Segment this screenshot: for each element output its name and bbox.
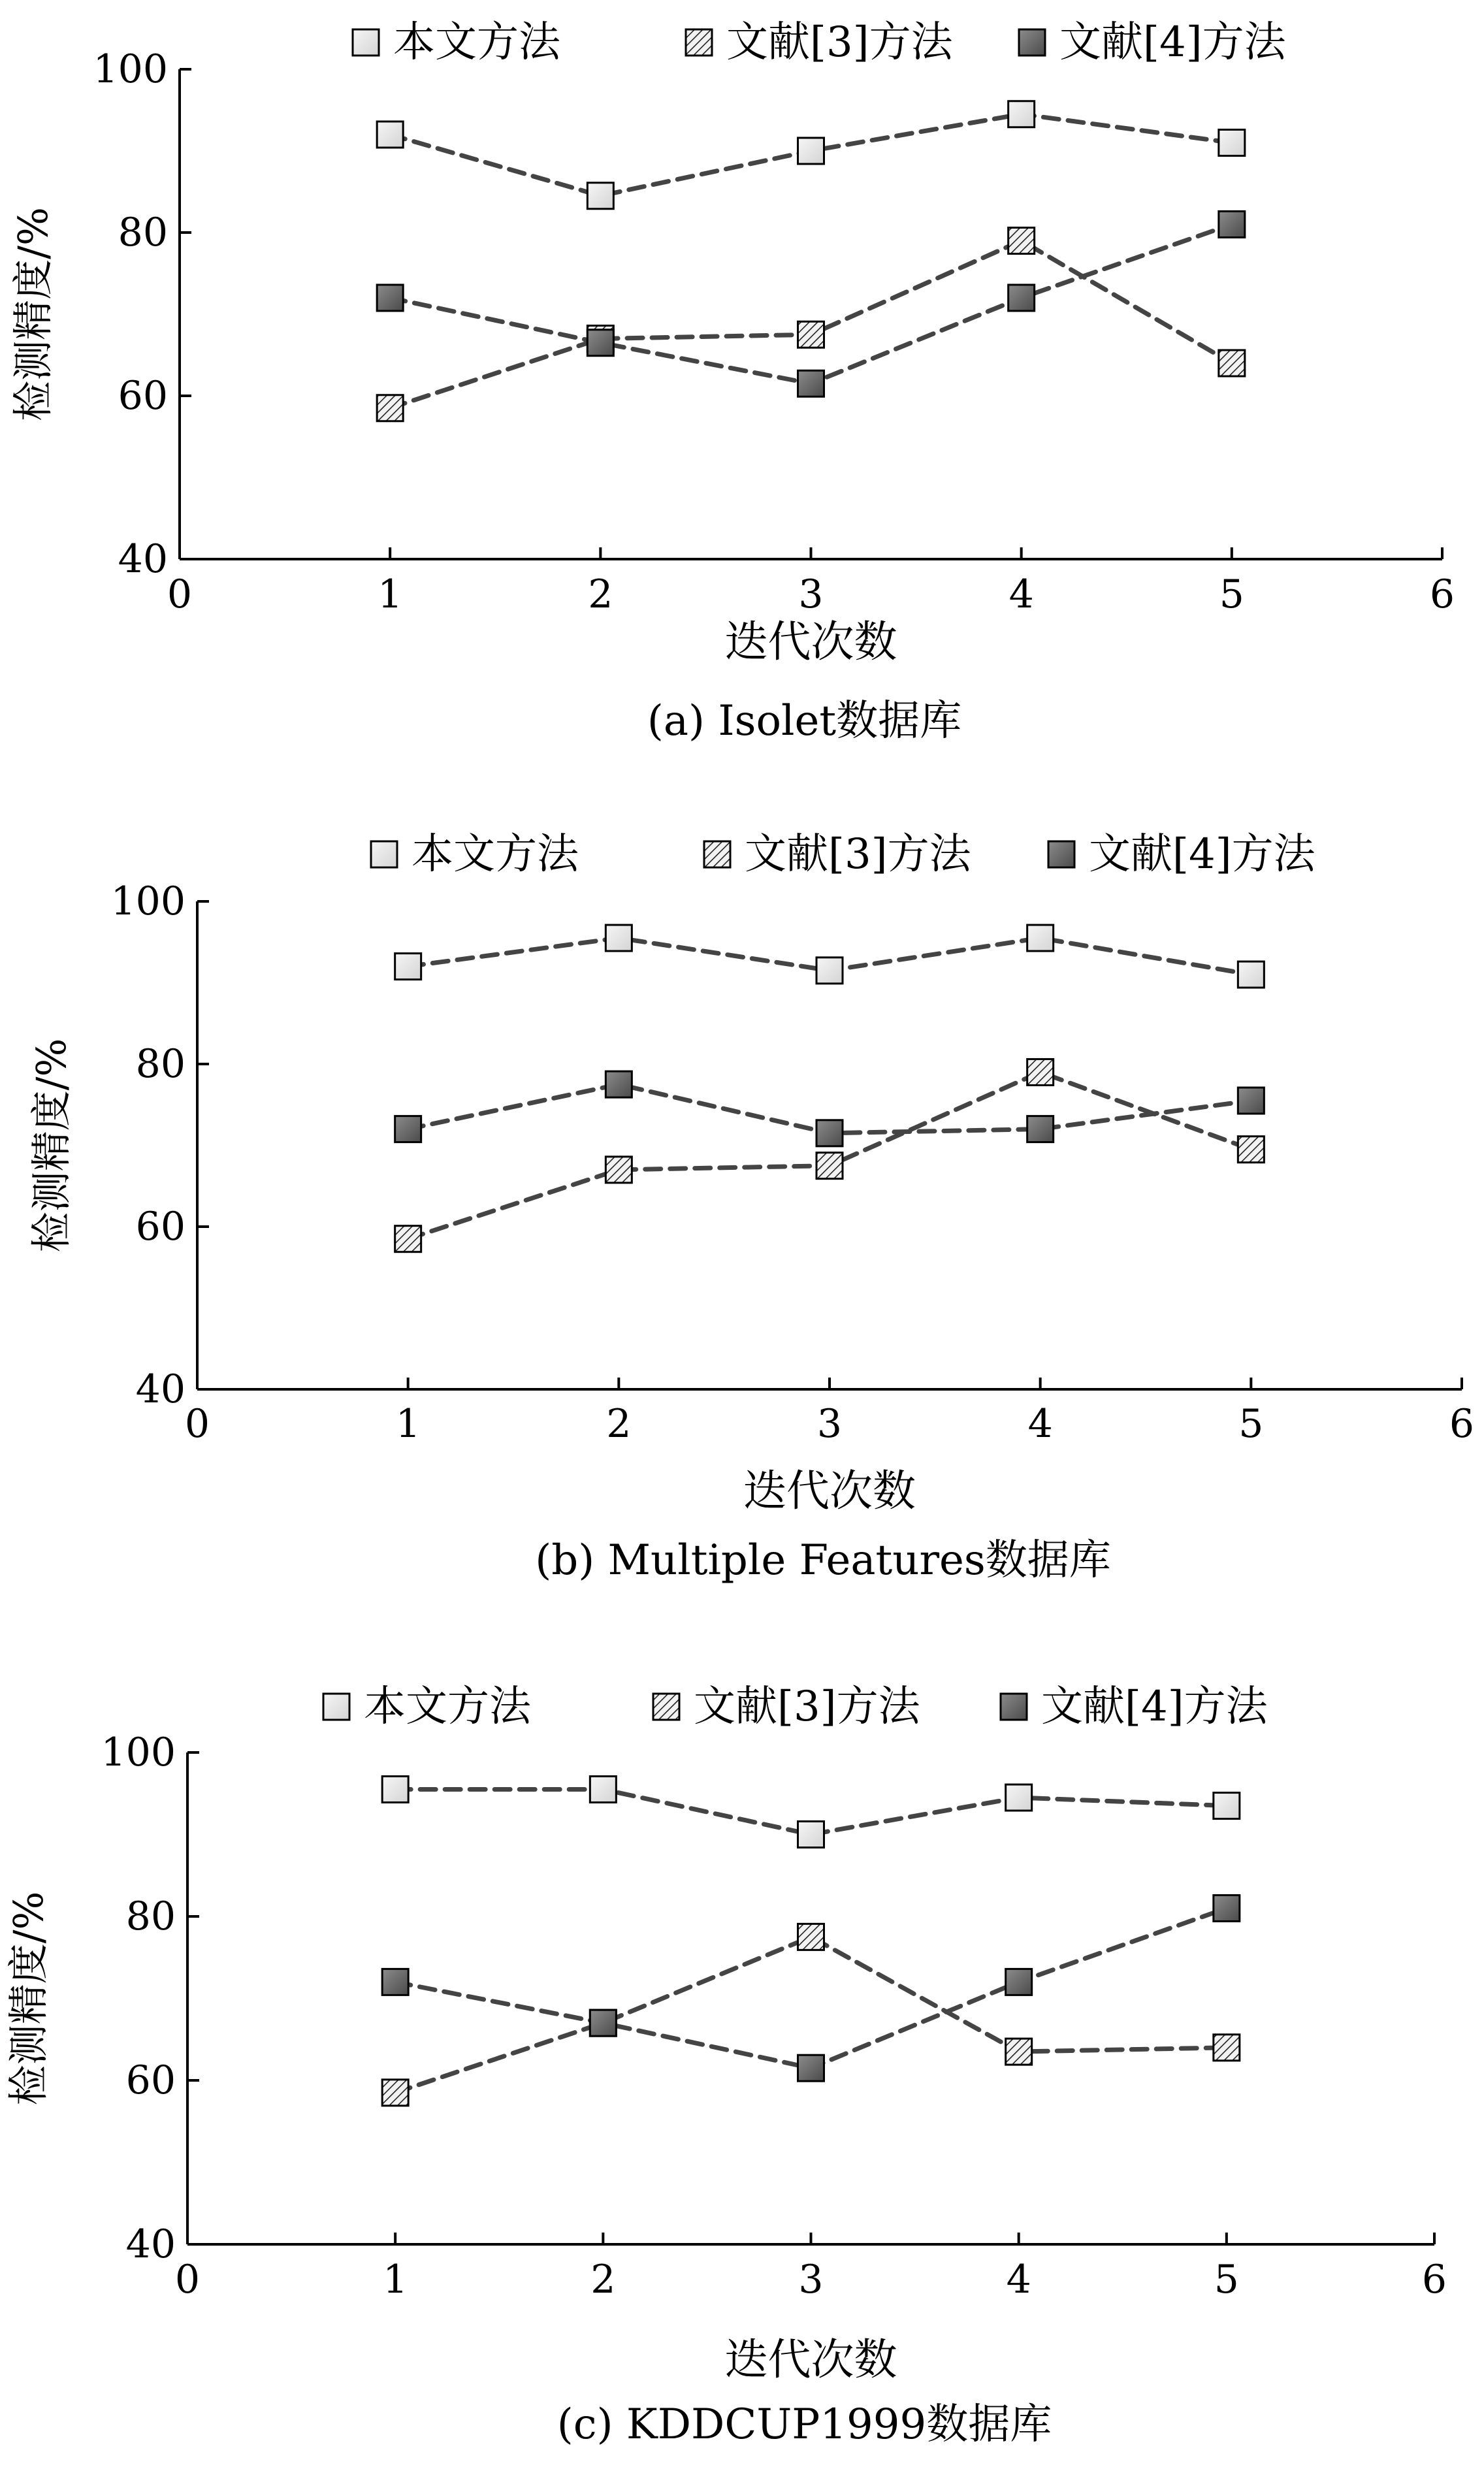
x-tick-label: 4 xyxy=(1008,572,1034,617)
series-line-dark xyxy=(390,225,1232,384)
data-point-hatched xyxy=(798,321,824,347)
x-tick-label: 1 xyxy=(383,2257,408,2302)
y-axis-label: 检测精度/% xyxy=(5,1891,52,2106)
data-point-hatched xyxy=(1214,2035,1240,2061)
data-point-light xyxy=(1238,961,1264,988)
chart-panel-3 xyxy=(5,1683,1447,2449)
legend-label: 本文方法 xyxy=(393,18,560,67)
data-point-hatched xyxy=(395,1226,421,1252)
data-point-dark xyxy=(587,330,613,356)
panel-caption: (b) Multiple Features数据库 xyxy=(535,1536,1111,1585)
data-point-light xyxy=(798,138,824,164)
y-tick-label: 40 xyxy=(135,1366,186,1412)
data-point-hatched xyxy=(1006,2039,1032,2065)
x-tick-label: 0 xyxy=(184,1401,210,1447)
data-point-hatched xyxy=(605,1157,632,1183)
y-tick-label: 80 xyxy=(118,210,168,255)
data-point-hatched xyxy=(377,395,403,421)
data-point-dark xyxy=(1027,1116,1054,1142)
data-point-light xyxy=(816,958,843,984)
data-point-dark xyxy=(1006,1969,1032,1995)
legend xyxy=(371,830,1316,879)
x-tick-label: 5 xyxy=(1219,572,1244,617)
data-point-light xyxy=(798,1822,824,1848)
data-point-light xyxy=(587,183,613,209)
y-tick-label: 100 xyxy=(110,879,186,924)
x-axis-label: 迭代次数 xyxy=(743,1466,916,1516)
data-point-hatched xyxy=(1219,350,1245,376)
data-point-light xyxy=(590,1776,616,1802)
x-tick-label: 4 xyxy=(1006,2257,1031,2302)
data-point-light xyxy=(395,954,421,980)
data-point-light xyxy=(1008,101,1035,127)
data-point-light xyxy=(1214,1793,1240,1819)
data-point-hatched xyxy=(816,1153,843,1179)
x-tick-label: 2 xyxy=(590,2257,616,2302)
data-point-dark xyxy=(377,285,403,311)
data-point-dark xyxy=(395,1116,421,1142)
y-tick-label: 60 xyxy=(118,373,168,419)
legend-marker-hatched xyxy=(704,841,730,867)
legend-marker-light xyxy=(371,841,397,867)
x-tick-label: 2 xyxy=(606,1401,632,1447)
x-axis-label: 迭代次数 xyxy=(724,617,897,667)
legend-label: 文献[4]方法 xyxy=(1089,830,1315,879)
data-point-hatched xyxy=(1027,1059,1054,1085)
data-point-dark xyxy=(382,1969,408,1995)
x-tick-label: 1 xyxy=(378,572,403,617)
x-tick-label: 4 xyxy=(1027,1401,1053,1447)
data-point-hatched xyxy=(382,2080,408,2106)
legend xyxy=(323,1683,1268,1731)
x-tick-label: 3 xyxy=(816,1401,843,1447)
y-tick-label: 80 xyxy=(135,1041,186,1087)
y-axis-label: 检测精度/% xyxy=(9,207,57,421)
data-point-dark xyxy=(1008,285,1035,311)
legend-marker-light xyxy=(353,29,379,56)
x-tick-label: 6 xyxy=(1449,1401,1475,1447)
x-tick-label: 6 xyxy=(1421,2257,1447,2302)
legend-marker-dark xyxy=(1001,1694,1027,1720)
data-point-hatched xyxy=(798,1924,824,1950)
data-point-dark xyxy=(1219,212,1245,238)
data-point-hatched xyxy=(1238,1137,1264,1163)
x-axis-label: 迭代次数 xyxy=(724,2334,897,2385)
y-tick-label: 60 xyxy=(135,1204,186,1250)
x-tick-label: 0 xyxy=(174,2257,201,2302)
x-tick-label: 0 xyxy=(167,572,193,617)
panel-caption: (a) Isolet数据库 xyxy=(647,697,962,745)
panel-caption: (c) KDDCUP1999数据库 xyxy=(556,2400,1052,2449)
data-point-dark xyxy=(1214,1895,1240,1921)
legend-label: 本文方法 xyxy=(364,1683,531,1731)
y-tick-label: 100 xyxy=(93,46,168,92)
legend xyxy=(353,18,1287,67)
legend-label: 文献[4]方法 xyxy=(1041,1683,1268,1731)
y-tick-label: 40 xyxy=(118,536,168,582)
x-tick-label: 5 xyxy=(1214,2257,1239,2302)
x-tick-label: 2 xyxy=(588,572,613,617)
chart-panel-1 xyxy=(9,18,1455,745)
legend-label: 文献[3]方法 xyxy=(694,1683,920,1731)
y-tick-label: 40 xyxy=(125,2221,176,2267)
x-tick-label: 6 xyxy=(1429,572,1455,617)
data-point-light xyxy=(377,121,403,148)
legend-marker-dark xyxy=(1048,841,1074,867)
y-axis-label: 检测精度/% xyxy=(27,1038,75,1253)
data-point-light xyxy=(382,1776,408,1802)
y-tick-label: 100 xyxy=(101,1730,176,1775)
data-point-dark xyxy=(605,1071,632,1097)
legend-label: 文献[3]方法 xyxy=(745,830,971,879)
legend-marker-light xyxy=(323,1694,349,1720)
legend-marker-hatched xyxy=(653,1694,679,1720)
x-tick-label: 5 xyxy=(1238,1401,1264,1447)
data-point-light xyxy=(605,925,632,951)
data-point-light xyxy=(1027,925,1054,951)
chart-panel-2 xyxy=(27,830,1474,1585)
data-point-dark xyxy=(798,2055,824,2081)
x-tick-label: 1 xyxy=(395,1401,421,1447)
y-tick-label: 60 xyxy=(125,2058,176,2103)
data-point-hatched xyxy=(1008,228,1035,254)
legend-label: 文献[3]方法 xyxy=(726,18,953,67)
data-point-dark xyxy=(1238,1088,1264,1114)
x-tick-label: 3 xyxy=(798,2257,824,2302)
data-point-dark xyxy=(816,1120,843,1146)
legend-marker-dark xyxy=(1019,29,1045,56)
data-point-light xyxy=(1006,1784,1032,1811)
legend-marker-hatched xyxy=(686,29,712,56)
x-tick-label: 3 xyxy=(798,572,824,617)
legend-label: 文献[4]方法 xyxy=(1059,18,1286,67)
legend-label: 本文方法 xyxy=(411,830,579,879)
y-tick-label: 80 xyxy=(125,1894,176,1939)
data-point-dark xyxy=(590,2010,616,2036)
data-point-dark xyxy=(798,370,824,396)
data-point-light xyxy=(1219,130,1245,156)
